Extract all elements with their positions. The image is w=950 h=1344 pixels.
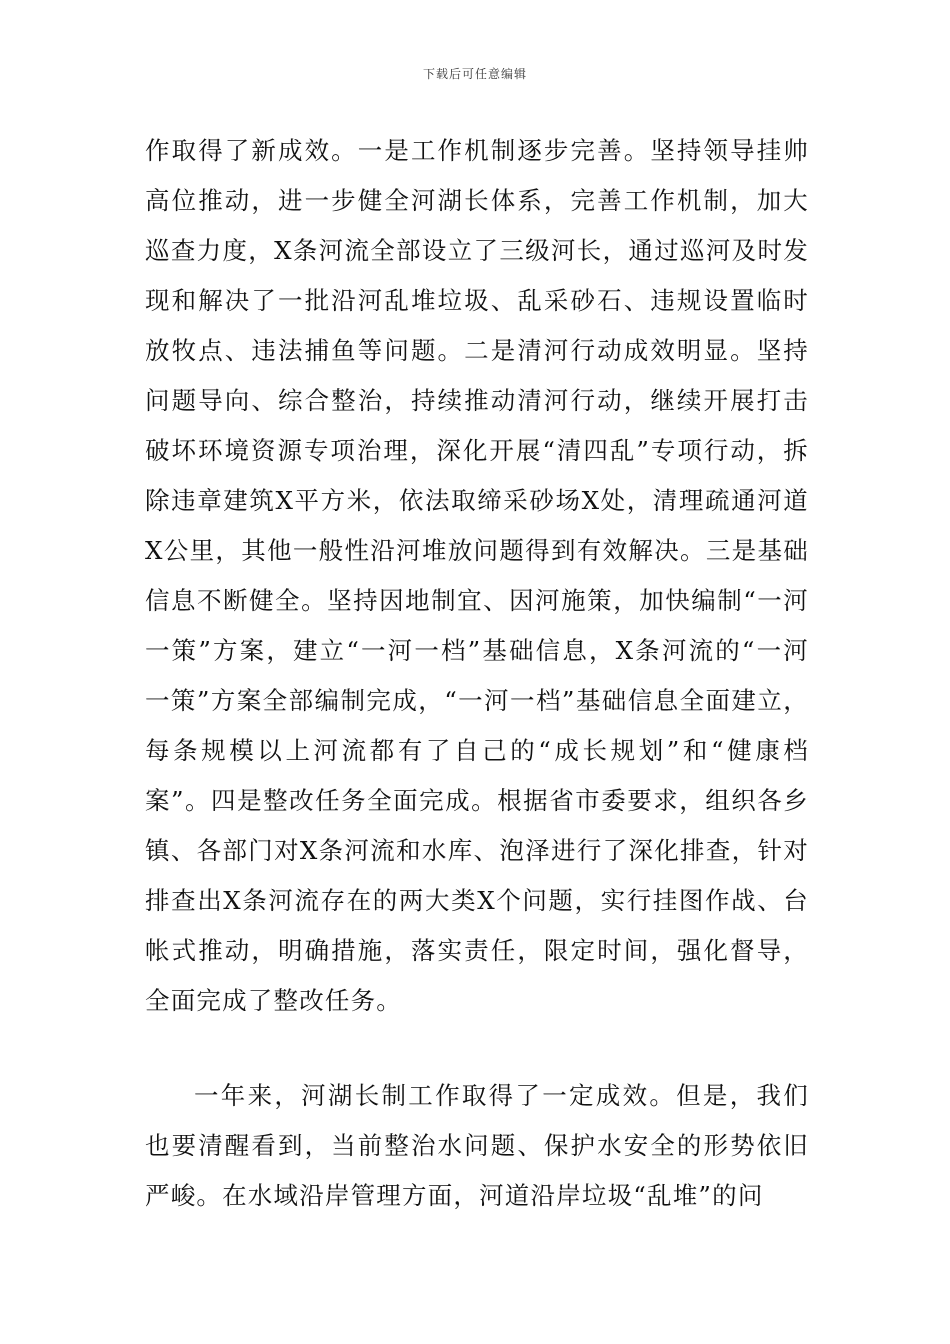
body-paragraph-2: 一年来，河湖长制工作取得了一定成效。但是，我们也要清醒看到，当前整治水问题、保护水安全的形势依旧严峻。在水域沿岸管理方面，河道沿岸垃圾“乱堆”的问 (145, 1081, 809, 1210)
header-note: 下载后可任意编辑 (422, 67, 527, 81)
body-paragraph-1: 作取得了新成效。一是工作机制逐步完善。坚持领导挂帅高位推动，进一步健全河湖长体系，完善工作机制，加大巡查力度，X条河流全部设立了三级河长，通过巡河及时发现和解决了一批沿河乱堆垃圾、乱采砂石、违规设置临时放牧点、违法捕鱼等问题。二是清河行动成效明显。坚持问题导向、综合整治，持续推动清河行动，继续开展打击破坏环境资源专项治理，深化开展“清四乱”专项行动，拆除违章建筑X平方米，依法取缔采砂场X处，清理疏通河道X公里，其他一般性沿河堆放问题得到有效解决。三是基础信息不断健全。坚持因地制宜、因河施策，加快编制“一河一策”方案，建立“一河一档”基础信息，X条河流的“一河一策”方案全部编制完成，“一河一档”基础信息全面建立，每条规模以上河流都有了自己的“成长规划”和“健康档案”。四是整改任务全面完成。根据省市委要求，组织各乡镇、各部门对X条河流和水库、泡泽进行了深化排查，针对排查出X条河流存在的两大类X个问题，实行挂图作战、台帐式推动，明确措施，落实责任，限定时间，强化督导，全面完成了整改任务。 (145, 136, 809, 1015)
